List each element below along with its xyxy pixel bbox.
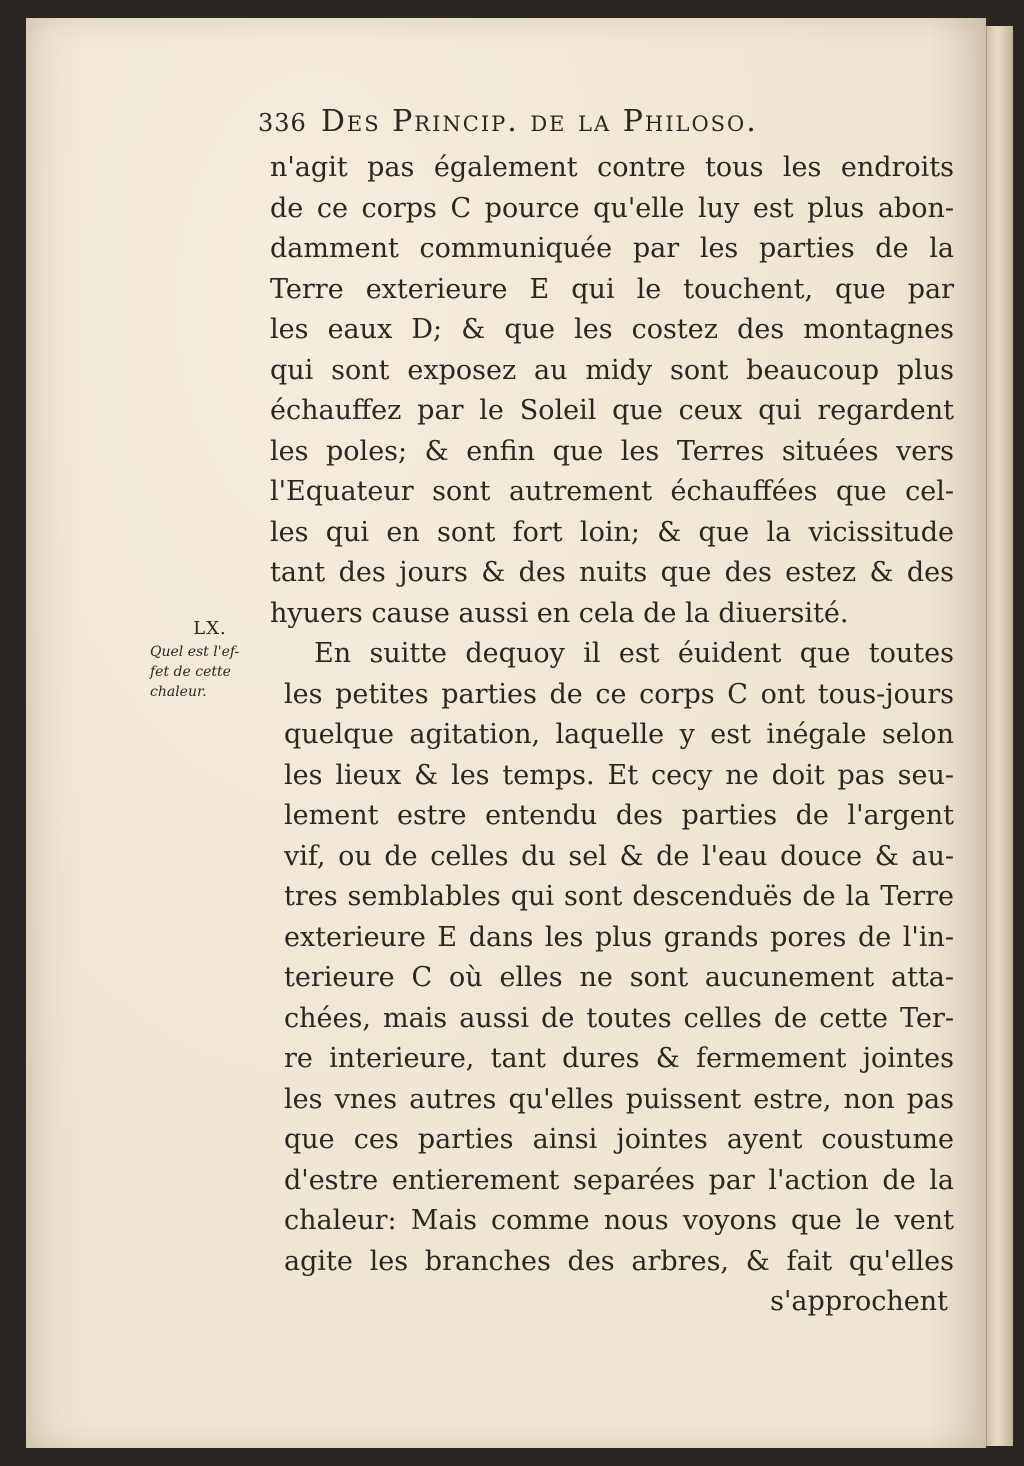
text-line: tres semblables qui sont descenduës de la Terre	[284, 881, 954, 912]
page-header	[254, 104, 954, 148]
text-line: les eaux D; & que les costez des montagnes	[270, 314, 954, 345]
text-block	[254, 104, 954, 1322]
catchword: s'approchent	[770, 1286, 948, 1317]
margin-note-number: LX.	[193, 618, 227, 639]
text-line: les petites parties de ce corps C ont tous-jours	[284, 678, 954, 710]
text-line: les lieux & les temps. Et cecy ne doit pas seu-	[284, 759, 954, 791]
text-line: de ce corps C pource qu'elle luy est plus abon-	[270, 192, 954, 224]
text-line: l'Equateur sont autrement échauffées que cel-	[270, 476, 954, 507]
text-line: quelque agitation, laquelle y est inégale selon	[284, 719, 954, 750]
margin-note-line: chaleur.	[150, 684, 207, 700]
page-number: 336	[258, 109, 307, 137]
text-line: exterieure E dans les plus grands pores de l'in-	[284, 921, 954, 953]
text-line: agite les branches des arbres, & fait qu'elles	[284, 1245, 954, 1277]
text-line: chaleur: Mais comme nous voyons que le vent	[284, 1205, 954, 1236]
text-line: les qui en sont fort loin; & que la vicissitude	[270, 516, 954, 548]
text-line: vif, ou de celles du sel & de l'eau douce & au-	[284, 840, 954, 872]
running-title: Des Princip. de la Philoso.	[320, 104, 758, 139]
text-line: les poles; & enfin que les Terres situées vers	[270, 435, 954, 467]
text-line: d'estre entierement separées par l'action de la	[284, 1164, 954, 1196]
text-line: Terre exterieure E qui le touchent, que par	[270, 273, 954, 305]
text-line: terieure C où elles ne sont aucunement atta-	[284, 962, 954, 993]
text-line: qui sont exposez au midy sont beaucoup plus	[270, 354, 954, 386]
page-edge	[986, 26, 1013, 1446]
text-line: les vnes autres qu'elles puissent estre, non pas	[284, 1083, 954, 1115]
text-line: damment communiquée par les parties de la	[270, 233, 954, 264]
text-line: échauffez par le Soleil que ceux qui regardent	[270, 395, 954, 426]
text-line: que ces parties ainsi jointes ayent coustume	[284, 1124, 954, 1155]
margin-note	[150, 616, 260, 702]
text-line: re interieure, tant dures & fermement jointes	[284, 1043, 954, 1074]
text-line: n'agit pas également contre tous les endroits	[270, 152, 954, 183]
paragraph-start-line: En suitte dequoy il est éuident que toutes	[314, 638, 954, 669]
text-line: tant des jours & des nuits que des estez & des	[270, 557, 954, 588]
text-line: hyuers cause aussi en cela de la diuersité.	[270, 597, 849, 629]
margin-note-line: Quel est l'ef-	[150, 644, 240, 660]
text-line: chées, mais aussi de toutes celles de cette Ter-	[284, 1002, 954, 1034]
margin-note-line: fet de cette	[150, 664, 231, 680]
text-line: lement estre entendu des parties de l'argent	[284, 800, 954, 831]
